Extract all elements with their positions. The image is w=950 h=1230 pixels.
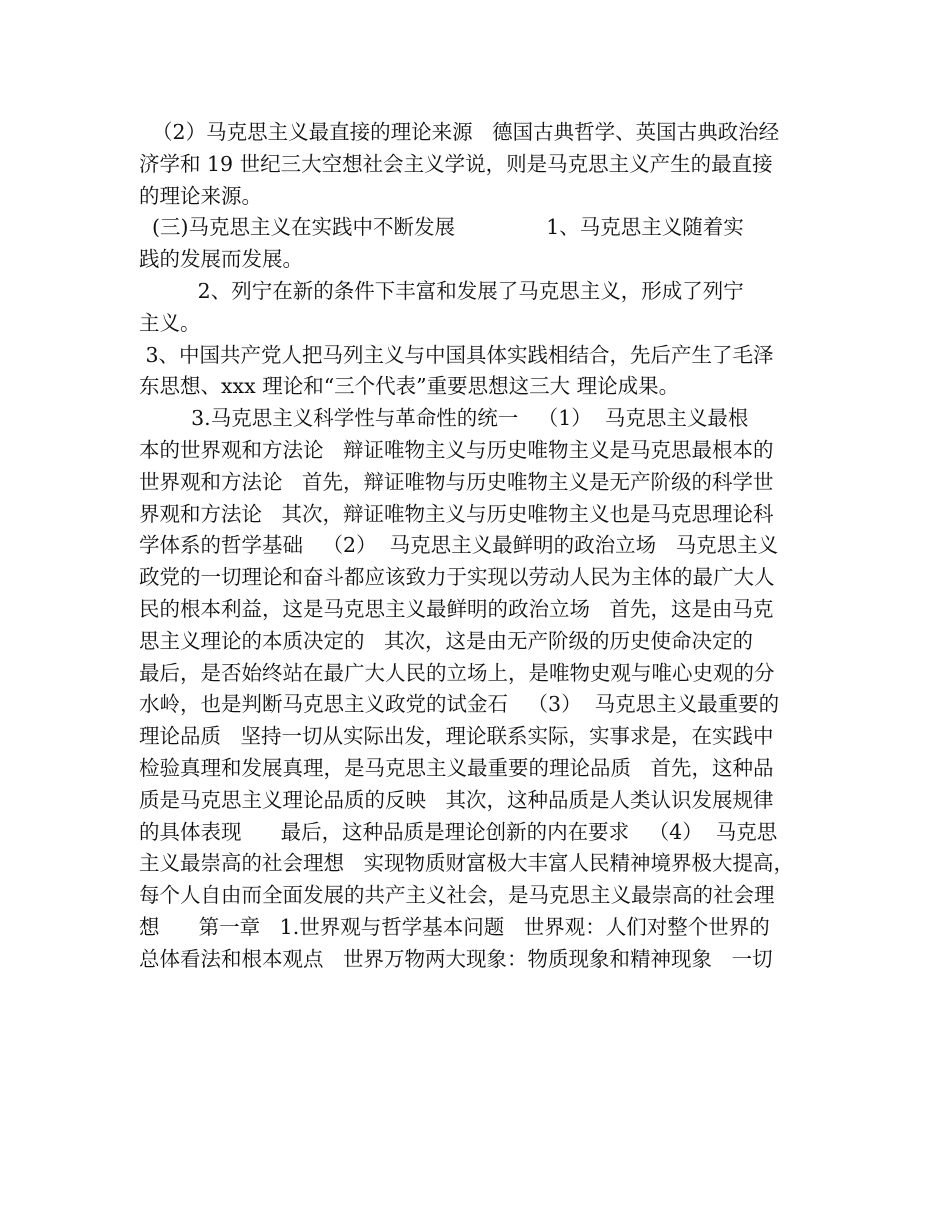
text-line: 检验真理和发展真理，是马克思主义最重要的理论品质 首先，这种品 [139,755,774,780]
text-line: 民的根本利益，这是马克思主义最鲜明的政治立场 首先，这是由马克 [139,596,774,621]
text-line: 3.马克思主义科学性与革命性的统一 （1） 马克思主义最根 [139,406,749,431]
text-line: 2、列宁在新的条件下丰富和发展了马克思主义，形成了列宁 [139,278,744,303]
text-line: 界观和方法论 其次，辩证唯物主义与历史唯物主义也是马克思理论科 [139,501,774,526]
text-line: 质是马克思主义理论品质的反映 其次，这种品质是人类认识发展规律 [139,787,774,812]
text-line: 总体看法和根本观点 世界万物两大现象：物质现象和精神现象 一切 [139,946,773,971]
text-line: 主义。 [139,310,201,335]
text-line: 3、中国共产党人把马列主义与中国具体实践相结合，先后产生了毛泽 [139,342,774,367]
text-line: （2）马克思主义最直接的理论来源 德国古典哲学、英国古典政治经 [139,120,780,144]
body-text [139,117,829,976]
text-line: 思主义理论的本质决定的 其次，这是由无产阶级的历史使命决定的 [139,628,754,653]
text-line: 世界观和方法论 首先，辩证唯物与历史唯物主义是无产阶级的科学世 [139,469,774,494]
text-line: 的理论来源。 [139,183,262,208]
text-line: 济学和 19 世纪三大空想社会主义学说，则是马克思主义产生的最直接 [139,151,773,176]
text-line: 主义最崇高的社会理想 实现物质财富极大丰富人民精神境界极大提高， [139,851,795,876]
text-line: 本的世界观和方法论 辩证唯物主义与历史唯物主义是马克思最根本的 [139,437,774,462]
text-line: 最后，是否始终站在最广大人民的立场上，是唯物史观与唯心史观的分 [139,660,775,685]
text-line: 政党的一切理论和奋斗都应该致力于实现以劳动人民为主体的最广大人 [139,565,775,590]
text-line: 想 第一章 1.世界观与哲学基本问题 世界观：人们对整个世界的 [139,914,770,939]
text-line: 学体系的哲学基础 （2） 马克思主义最鲜明的政治立场 马克思主义 [139,533,779,558]
text-line: 的具体表现 最后，这种品质是理论创新的内在要求 （4） 马克思 [139,819,778,844]
text-line: 东思想、xxx 理论和“三个代表”重要思想这三大 理论成果。 [139,374,680,399]
text-line: 践的发展而发展。 [139,247,303,272]
text-line: 理论品质 坚持一切从实际出发，理论联系实际，实事求是，在实践中 [139,724,774,749]
text-line: 每个人自由而全面发展的共产主义社会，是马克思主义最崇高的社会理 [139,883,775,908]
text-line: (三)马克思主义在实践中不断发展 1、马克思主义随着实 [139,215,744,240]
text-line: 水岭，也是判断马克思主义政党的试金石 （3） 马克思主义最重要的 [139,692,780,717]
